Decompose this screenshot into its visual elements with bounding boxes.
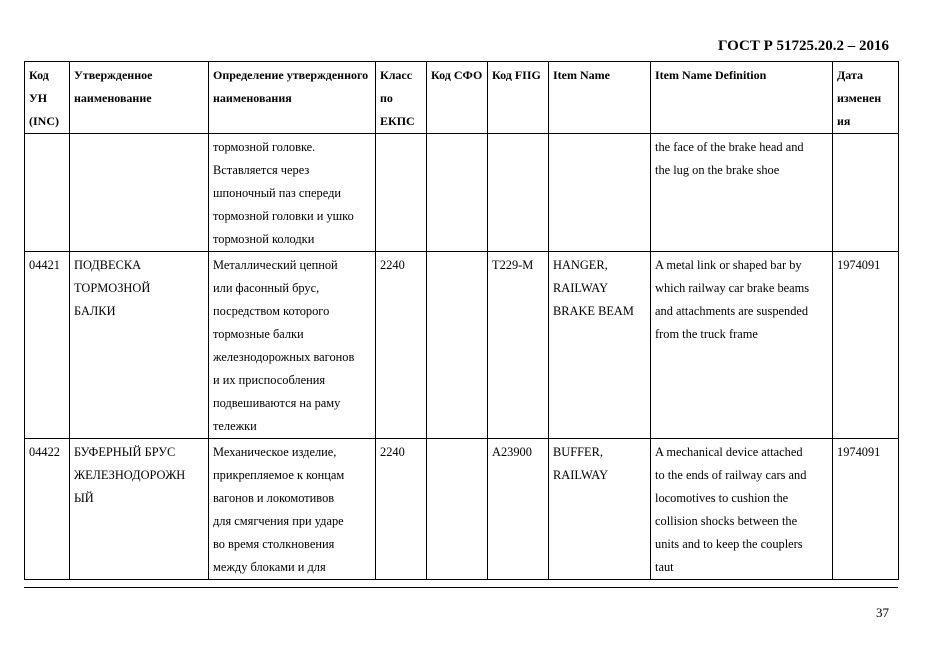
cell-inc-code: 04421 — [25, 252, 70, 439]
col-header-definition: Определение утвержденного наименования — [209, 62, 376, 134]
cell-approved-name: ПОДВЕСКА ТОРМОЗНОЙ БАЛКИ — [70, 252, 209, 439]
cell-definition: Металлический цепной или фасонный брус, посредством которого тормозные балки железнодорожных вагонов и их приспособления подвешиваются на раму тележки — [209, 252, 376, 439]
cell-ekps-class — [376, 134, 427, 252]
table-row — [25, 439, 899, 580]
cell-item-definition: A metal link or shaped bar by which railway car brake beams and attachments are suspended from the truck frame — [651, 252, 833, 439]
cell-fiig-code: T229-M — [488, 252, 549, 439]
cell-ekps-class: 2240 — [376, 439, 427, 580]
cell-item-name — [549, 134, 651, 252]
cell-change-date: 1974091 — [833, 252, 899, 439]
cell-approved-name — [70, 134, 209, 252]
table-row — [25, 134, 899, 252]
col-header-change-date: Дата изменен ия — [833, 62, 899, 134]
cell-fiig-code: A23900 — [488, 439, 549, 580]
cell-approved-name: БУФЕРНЫЙ БРУС ЖЕЛЕЗНОДОРОЖН ЫЙ — [70, 439, 209, 580]
col-header-item-name: Item Name — [549, 62, 651, 134]
page-number: 37 — [876, 605, 889, 620]
cell-sfo-code — [427, 134, 488, 252]
cell-ekps-class: 2240 — [376, 252, 427, 439]
cell-sfo-code — [427, 252, 488, 439]
cell-sfo-code — [427, 439, 488, 580]
table-bottom-rule — [24, 587, 898, 588]
cell-item-name: BUFFER, RAILWAY — [549, 439, 651, 580]
cell-inc-code: 04422 — [25, 439, 70, 580]
cell-definition: тормозной головке. Вставляется через шпоночный паз спереди тормозной головки и ушко тормозной колодки — [209, 134, 376, 252]
col-header-ekps-class: Класс по ЕКПС — [376, 62, 427, 134]
cell-item-definition: the face of the brake head and the lug on the brake shoe — [651, 134, 833, 252]
table-row — [25, 252, 899, 439]
col-header-inc-code: Код УН (INC) — [25, 62, 70, 134]
col-header-fiig-code: Код FIIG — [488, 62, 549, 134]
col-header-approved-name: Утвержденное наименование — [70, 62, 209, 134]
cell-fiig-code — [488, 134, 549, 252]
cell-change-date: 1974091 — [833, 439, 899, 580]
cell-item-definition: A mechanical device attached to the ends of railway cars and locomotives to cushion the collision shocks between the units and to keep the couplers taut — [651, 439, 833, 580]
document-code: ГОСТ Р 51725.20.2 – 2016 — [717, 38, 889, 54]
cell-inc-code — [25, 134, 70, 252]
cell-definition: Механическое изделие, прикрепляемое к концам вагонов и локомотивов для смягчения при ударе во время столкновения между блоками и для — [209, 439, 376, 580]
col-header-item-definition: Item Name Definition — [651, 62, 833, 134]
table-header-row — [25, 62, 899, 134]
cell-item-name: HANGER, RAILWAY BRAKE BEAM — [549, 252, 651, 439]
col-header-sfo-code: Код СФО — [427, 62, 488, 134]
nomenclature-table — [24, 61, 899, 580]
cell-change-date — [833, 134, 899, 252]
